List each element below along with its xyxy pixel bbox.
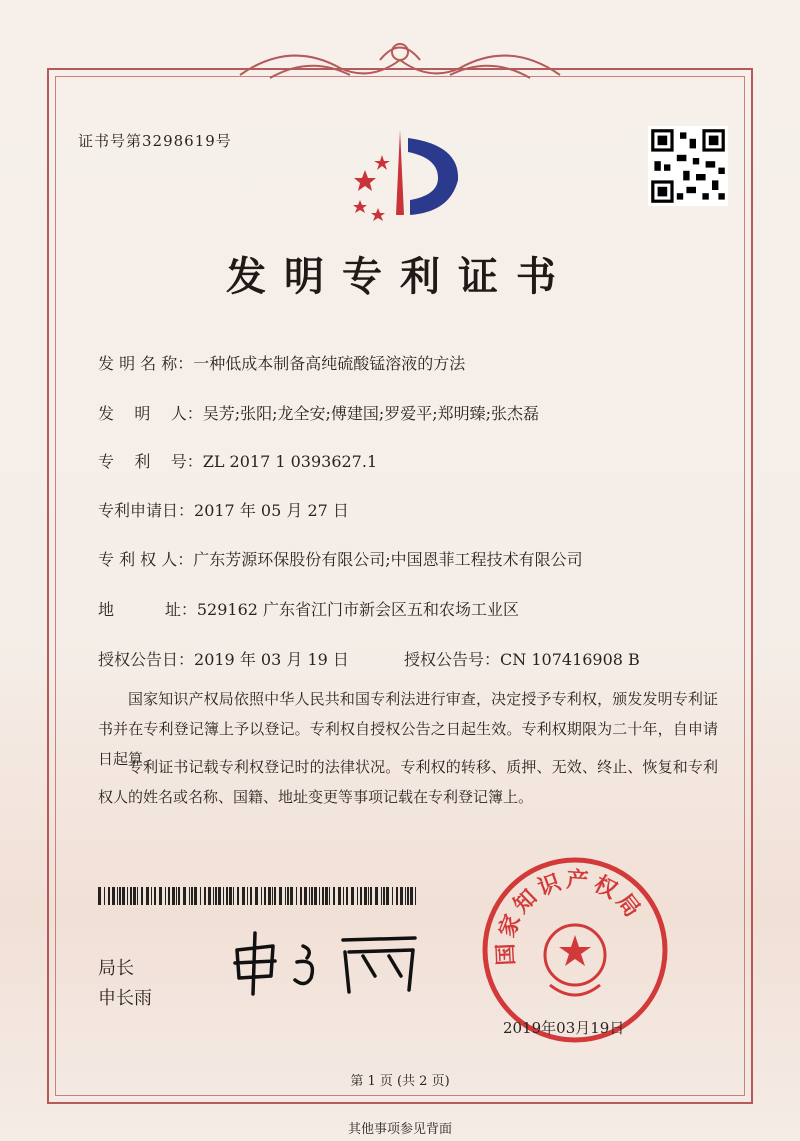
grant-number-label: 授权公告号：: [404, 650, 501, 669]
decorative-ornament: [230, 30, 570, 90]
footer-note: 其他事项参见背面: [347, 1122, 452, 1137]
filing-date-value: 2017 年 05 月 27 日: [194, 501, 349, 520]
statement-paragraph-2: 专利证书记载专利权登记时的法律状况。专利权的转移、质押、无效、终止、恢复和专利权人的姓名或名称、国籍、地址变更等事项记载在专利登记簿上。: [98, 758, 718, 806]
director-title: 局长: [98, 958, 134, 979]
patent-office-logo: [340, 120, 470, 230]
field-invention-name: [98, 351, 465, 374]
field-grant-number: [404, 647, 640, 670]
patentee-value: 广东芳源环保股份有限公司;中国恩菲工程技术有限公司: [193, 550, 583, 569]
address-label: 地 址：: [98, 600, 197, 619]
field-address: [98, 597, 519, 620]
statement-paragraph-1: 国家知识产权局依照中华人民共和国专利法进行审查，决定授予专利权，颁发发明专利证书并在专利登记簿上予以登记。专利权自授权公告之日起生效。专利权期限为二十年，自申请日起算。: [98, 690, 718, 768]
field-filing-date: [98, 498, 349, 521]
certificate-number: 证书号第3298619号: [78, 132, 232, 150]
grant-date-value: 2019 年 03 月 19 日: [194, 650, 349, 669]
certificate-title: 发明专利证书: [226, 253, 574, 300]
grant-number-value: CN 107416908 B: [500, 650, 640, 669]
grant-date-label: 授权公告日：: [98, 650, 195, 669]
seal-text: 国家知识产权局: [493, 867, 647, 966]
inventors-value: 吴芳;张阳;龙全安;傅建国;罗爱平;郑明臻;张杰磊: [202, 404, 540, 423]
address-value: 529162 广东省江门市新会区五和农场工业区: [196, 600, 520, 619]
handwritten-signature: [225, 928, 425, 998]
invention-name-label: 发 明 名 称：: [98, 354, 194, 373]
filing-date-label: 专利申请日：: [98, 501, 195, 520]
field-grant-date: [98, 647, 349, 670]
patent-number-value: ZL 2017 1 0393627.1: [202, 452, 378, 471]
patent-number-label: 专 利 号：: [98, 452, 203, 471]
field-inventors: [98, 401, 539, 424]
inventors-label: 发 明 人：: [98, 404, 203, 423]
director-name: 申长雨: [98, 988, 152, 1009]
qr-code: [648, 126, 728, 206]
field-patent-number: [98, 449, 377, 472]
invention-name-value: 一种低成本制备高纯硫酸锰溶液的方法: [193, 354, 466, 373]
barcode: [98, 887, 418, 905]
patentee-label: 专 利 权 人：: [98, 550, 194, 569]
seal-date: 2019年03月19日: [503, 1019, 625, 1037]
field-patentee: [98, 547, 583, 570]
page-number: 第 1 页 (共 2 页): [350, 1074, 450, 1089]
